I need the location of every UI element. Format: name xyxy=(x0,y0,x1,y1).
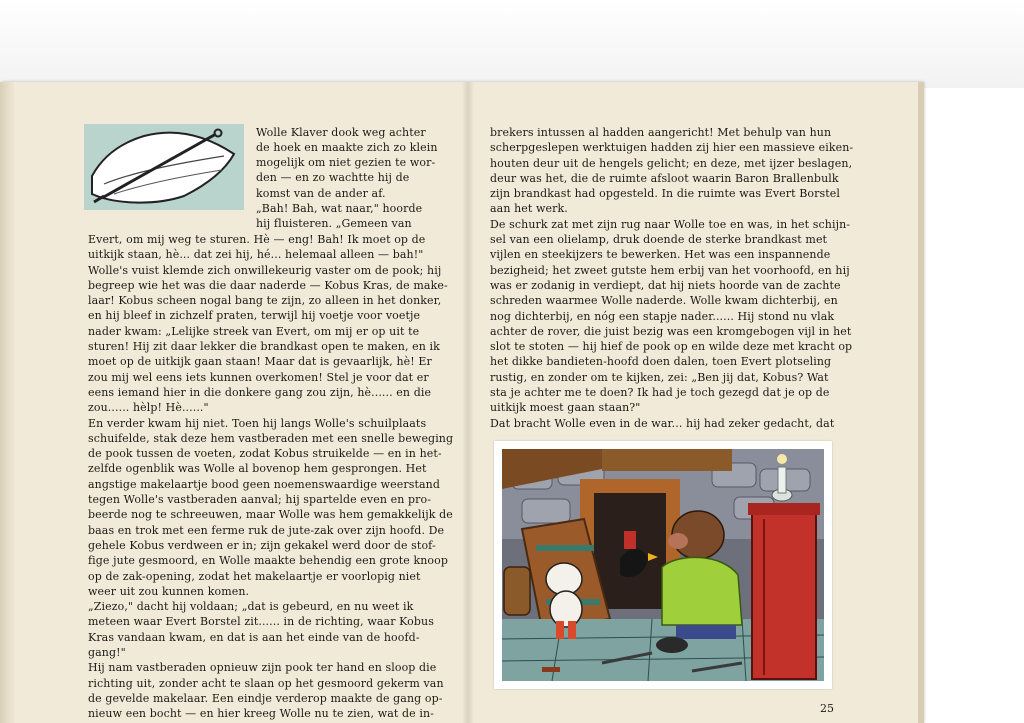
text-line: zou mij wel eens iets kunnen overkomen! Stel je voor dat er xyxy=(88,370,429,384)
text-line: En verder kwam hij niet. Toen hij langs Wolle's schuilplaats xyxy=(88,416,427,430)
text-line: uitkijk staan, hè... dat zei hij, hé... helemaal alleen — bah!" xyxy=(88,248,424,262)
text-line: zou...... hèlp! Hè......" xyxy=(88,401,209,415)
text-line: begreep wie het was die daar naderde — Kobus Kras, de make- xyxy=(88,278,448,292)
text-line: De schurk zat met zijn rug naar Wolle toe en was, in het schijn- xyxy=(490,217,851,231)
left-page-body xyxy=(88,232,454,722)
text-line: vijlen en steekijzers te bewerken. Het was een inspannende xyxy=(490,248,831,262)
text-line: brekers intussen al hadden aangericht! Met behulp van hun xyxy=(490,126,832,139)
text-line: en hij bleef in zichzelf praten, terwijl hij voetje voor voetje xyxy=(88,309,421,323)
page-number: 25 xyxy=(820,702,834,715)
text-line: richting uit, zonder acht te slaan op het gesmoord gekerm van xyxy=(88,676,444,690)
text-line: achter de rover, die juist bezig was een kromgebogen vijl in het xyxy=(490,324,852,338)
text-line: de gevelde makelaar. Een eindje verderop maakte de gang op- xyxy=(88,691,443,705)
text-line: nieuw een bocht — en hier kreeg Wolle nu te zien, wat de in- xyxy=(88,707,434,721)
text-line: gehele Kobus verdween er in; zijn gekakel werd door de stof- xyxy=(88,538,436,552)
text-line: de pook tussen de voeten, zodat Kobus struikelde — en in het- xyxy=(88,447,442,461)
text-line: deur was het, die de ruimte afsloot waarin Baron Brallenbulk xyxy=(490,171,839,185)
book-gutter xyxy=(462,82,474,723)
text-line: het dikke bandieten-hoofd doen dalen, toen Evert plotseling xyxy=(490,355,832,369)
text-line: den — en zo wachtte hij de xyxy=(256,171,410,184)
text-line: weer uit zou kunnen komen. xyxy=(88,584,250,598)
text-line: Wolle's vuist klemde zich onwillekeurig vaster om de pook; hij xyxy=(88,263,442,277)
text-line: uitkijk moest gaan staan?" xyxy=(490,401,641,415)
text-line: Kras vandaan kwam, en dat is aan het einde van de hoofd- xyxy=(88,630,420,644)
sack-and-poker-vignette xyxy=(84,124,244,210)
text-line: zijn brandkast had opgesteld. In die ruimte was Evert Borstel xyxy=(490,187,841,201)
text-line: „Bah! Bah, wat naar," hoorde xyxy=(256,202,423,215)
text-line: angstige makelaartje bood geen noemenswaardige weerstand xyxy=(88,477,441,491)
text-line: beerde nog te schreeuwen, maar Wolle was hem gemakkelijk de xyxy=(88,508,453,522)
text-line: scherpgeslepen werktuigen hadden zij hier een massieve eiken- xyxy=(490,141,854,155)
book-left-edge xyxy=(0,82,14,723)
text-line: gang!" xyxy=(88,646,126,660)
text-line: „Ziezo," dacht hij voldaan; „dat is gebeurd, en nu weet ik xyxy=(88,600,414,614)
text-line: komst van de ander af. xyxy=(256,187,386,200)
text-line: slot te stoten — hij hief de pook op en wilde deze met kracht op xyxy=(490,340,853,354)
text-line: sta je achter me te doen? Ik had je toch gezegd dat je op de xyxy=(490,386,830,400)
text-line: Evert, om mij weg te sturen. Hè — eng! Bah! Ik moet op de xyxy=(88,233,426,246)
right-page-body xyxy=(490,125,854,431)
text-line: baas en trok met een ferme ruk de jute-zak over zijn hoofd. De xyxy=(88,523,445,537)
scan-background xyxy=(0,0,1024,88)
text-line: fige jute gesmoord, en Wolle maakte behendig een grote knoop xyxy=(88,554,448,568)
text-line: laar! Kobus scheen nogal bang te zijn, zo alleen in het donker, xyxy=(88,294,442,308)
text-line: Dat bracht Wolle even in de war... hij had zeker gedacht, dat xyxy=(490,416,835,430)
text-line: schuifelde, stak deze hem vastberaden met een snelle beweging xyxy=(88,431,454,445)
text-line: schreden waarmee Wolle naderde. Wolle kwam dichterbij, en xyxy=(490,294,838,308)
book-right-edge xyxy=(918,82,924,723)
text-line: mogelijk om niet gezien te wor- xyxy=(256,156,436,169)
text-line: bezigheid; het zweet gutste hem erbij van het voorhoofd, en hij xyxy=(490,263,850,277)
text-line: Hij nam vastberaden opnieuw zijn pook ter hand en sloop die xyxy=(88,661,437,675)
text-line: was er zodanig in verdiept, dat hij niets hoorde van de zachte xyxy=(490,278,841,292)
text-line: houten deur uit de hengels gelicht; en deze, met ijzer beslagen, xyxy=(490,156,853,170)
text-line: nader kwam: „Lelijke streek van Evert, om mij er op uit te xyxy=(88,324,420,338)
text-line: Wolle Klaver dook weg achter xyxy=(256,126,426,139)
text-line: sturen! Hij zit daar lekker die brandkast open te maken, en ik xyxy=(88,340,440,354)
text-line: meteen waar Evert Borstel zit...... in de richting, waar Kobus xyxy=(88,615,434,629)
text-line: nog dichterbij, en nóg een stapje nader...... Hij stond nu vlak xyxy=(490,309,835,323)
text-line: de hoek en maakte zich zo klein xyxy=(256,141,438,154)
text-line: sel van een olielamp, druk doende de sterke brandkast met xyxy=(490,233,828,247)
text-line: tegen Wolle's vastberaden aanval; hij spartelde even en pro- xyxy=(88,493,432,507)
text-line: rustig, en zonder om te kijken, zei: „Ben jij dat, Kobus? Wat xyxy=(490,370,829,384)
text-line: hij fluisteren. „Gemeen van xyxy=(256,217,412,230)
text-line: zelfde ogenblik was Wolle al bovenop hem gesprongen. Het xyxy=(88,462,427,476)
text-line: aan het werk. xyxy=(490,202,568,216)
text-line: moet op de uitkijk gaan staan! Maar dat is gevaarlijk, hè! Er xyxy=(88,355,432,369)
text-line: eens iemand hier in die donkere gang zou zijn, hè...... en die xyxy=(88,385,432,399)
story-illustration xyxy=(494,441,832,689)
text-line: op de zak-opening, zodat het makelaartje er voorlopig niet xyxy=(88,569,421,583)
illustration-drawing xyxy=(502,449,824,681)
